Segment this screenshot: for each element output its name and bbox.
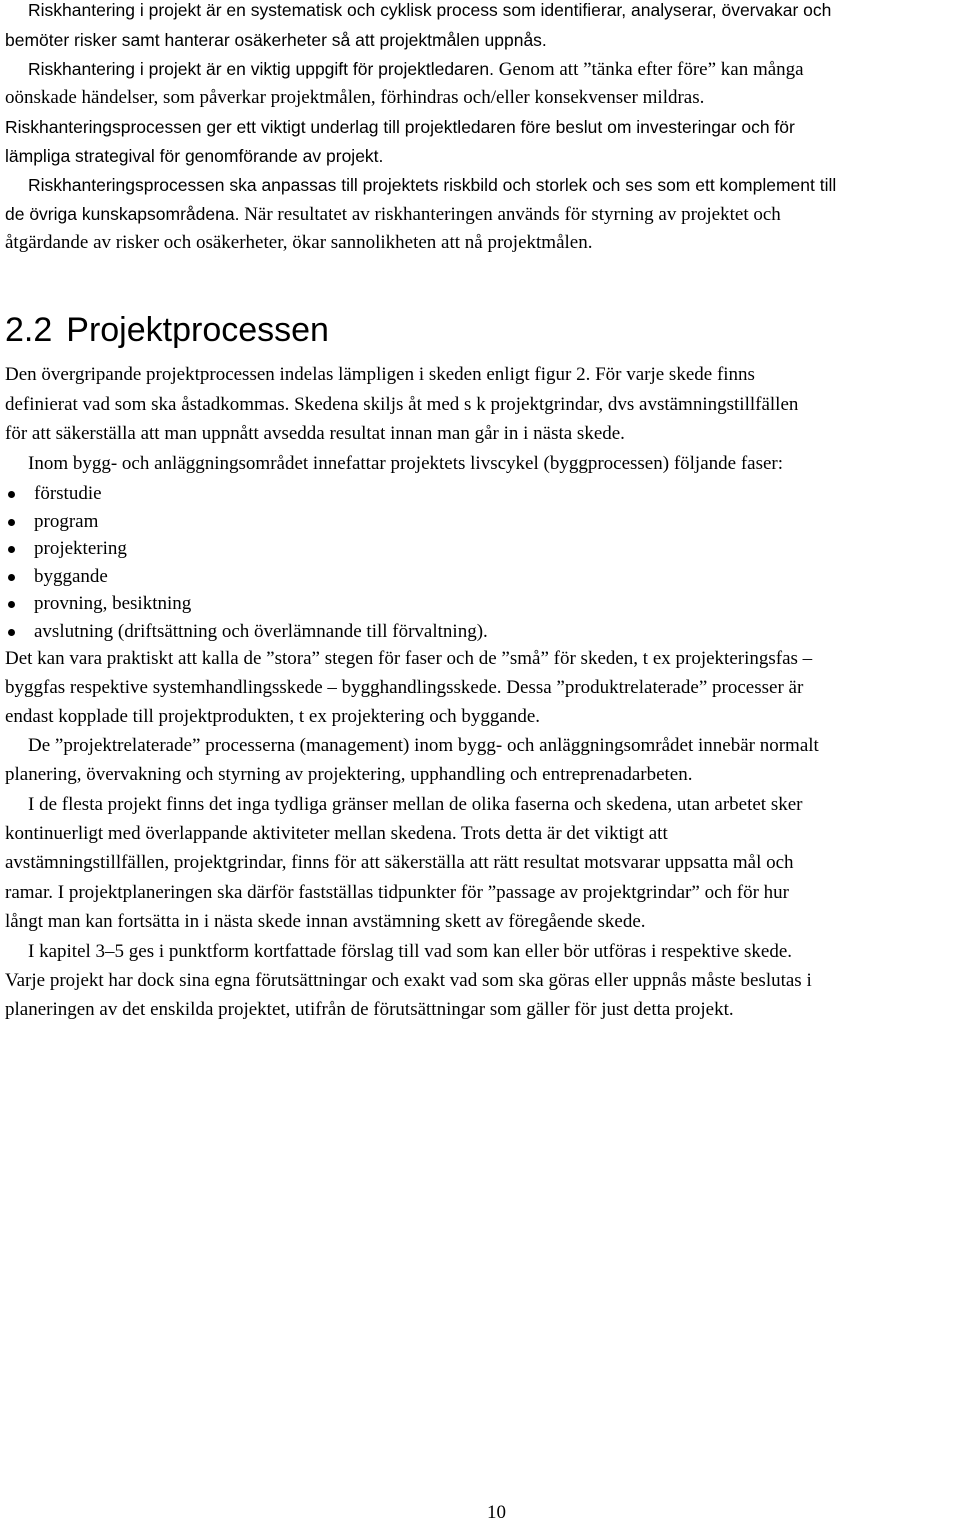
paragraph-line: I kapitel 3–5 ges i punktform kortfattade förslag till vad som kan eller bör utföras i respektive skede. [28, 941, 793, 962]
section-number: 2.2 [5, 311, 53, 349]
text-run: de övriga kunskapsområdena. [5, 204, 240, 224]
list-item: provning, besiktning [34, 593, 192, 614]
paragraph-line: endast kopplade till projektprodukten, t ex projektering och byggande. [5, 706, 541, 727]
list-item: program [34, 511, 99, 532]
page-number: 10 [487, 1502, 506, 1523]
bullet-icon [8, 519, 15, 526]
paragraph-line: I de flesta projekt finns det inga tydliga gränser mellan de olika faserna och skedena, utan arbetet sker [28, 794, 803, 815]
paragraph-line: bemöter risker samt hanterar osäkerheter så att projektmålen uppnås. [5, 30, 547, 50]
paragraph-line: oönskade händelser, som påverkar projektmålen, förhindras och/eller konsekvenser mildras. [5, 87, 705, 108]
bullet-icon [8, 574, 15, 581]
section-title: Projektprocessen [66, 311, 329, 349]
paragraph-line: Riskhantering i projekt är en systematisk och cyklisk process som identifierar, analyserar, övervakar och [28, 0, 832, 20]
paragraph-line: ramar. I projektplaneringen ska därför fastställas tidpunkter för ”passage av projektgrindar” och för hur [5, 882, 789, 903]
bullet-icon [8, 601, 15, 608]
paragraph-line: åtgärdande av risker och osäkerheter, ökar sannolikheten att nå projektmålen. [5, 232, 593, 253]
paragraph-line: kontinuerligt med överlappande aktiviteter mellan skedena. Trots detta är det viktigt att [5, 823, 668, 844]
bullet-icon [8, 546, 15, 553]
paragraph-line: lämpliga strategival för genomförande av projekt. [5, 146, 384, 166]
list-item: förstudie [34, 483, 102, 504]
paragraph-line: Riskhanteringsprocessen ger ett viktigt underlag till projektledaren före beslut om investeringar och för [5, 117, 795, 137]
paragraph-line [5, 204, 781, 225]
paragraph-line: byggfas respektive systemhandlingsskede – bygghandlingsskede. Dessa ”produktrelaterade” processer är [5, 677, 804, 698]
text-run: När resultatet av riskhanteringen används för styrning av projektet och [244, 204, 781, 225]
paragraph-line: planeringen av det enskilda projektet, utifrån de förutsättningar som gäller för just detta projekt. [5, 999, 734, 1020]
section-heading [5, 310, 329, 350]
paragraph-line: långt man kan fortsätta in i nästa skede innan avstämning skett av föregående skede. [5, 911, 646, 932]
paragraph-line: Den övergripande projektprocessen indelas lämpligen i skeden enligt figur 2. För varje skede finns [5, 364, 755, 385]
paragraph-line: Varje projekt har dock sina egna förutsättningar och exakt vad som ska göras eller uppnås måste beslutas i [5, 970, 812, 991]
paragraph-line: Det kan vara praktiskt att kalla de ”stora” stegen för faser och de ”små” för skeden, t ex projekteringsfas – [5, 648, 813, 669]
text-run: Genom att ”tänka efter före” kan många [498, 59, 804, 80]
list-item: byggande [34, 566, 108, 587]
paragraph-line: avstämningstillfällen, projektgrindar, finns för att säkerställa att rätt resultat motsvarar uppsatta mål och [5, 852, 794, 873]
paragraph-line: Inom bygg- och anläggningsområdet innefattar projektets livscykel (byggprocessen) följande faser: [28, 453, 784, 474]
list-item: avslutning (driftsättning och överlämnande till förvaltning). [34, 621, 488, 642]
paragraph-line: för att säkerställa att man uppnått avsedda resultat innan man går in i nästa skede. [5, 423, 625, 444]
bullet-icon [8, 629, 15, 636]
list-item: projektering [34, 538, 127, 559]
text-run: Riskhantering i projekt är en viktig uppgift för projektledaren. [28, 59, 494, 79]
paragraph-line: definierat vad som ska åstadkommas. Skedena skiljs åt med s k projektgrindar, dvs avstämningstillfällen [5, 394, 799, 415]
paragraph-line: Riskhanteringsprocessen ska anpassas till projektets riskbild och storlek och ses som ett komplement till [28, 175, 837, 195]
paragraph-line: planering, övervakning och styrning av projektering, upphandling och entreprenadarbeten. [5, 764, 693, 785]
paragraph-line [28, 59, 804, 80]
bullet-icon [8, 491, 15, 498]
paragraph-line: De ”projektrelaterade” processerna (management) inom bygg- och anläggningsområdet innebär normalt [28, 735, 819, 756]
